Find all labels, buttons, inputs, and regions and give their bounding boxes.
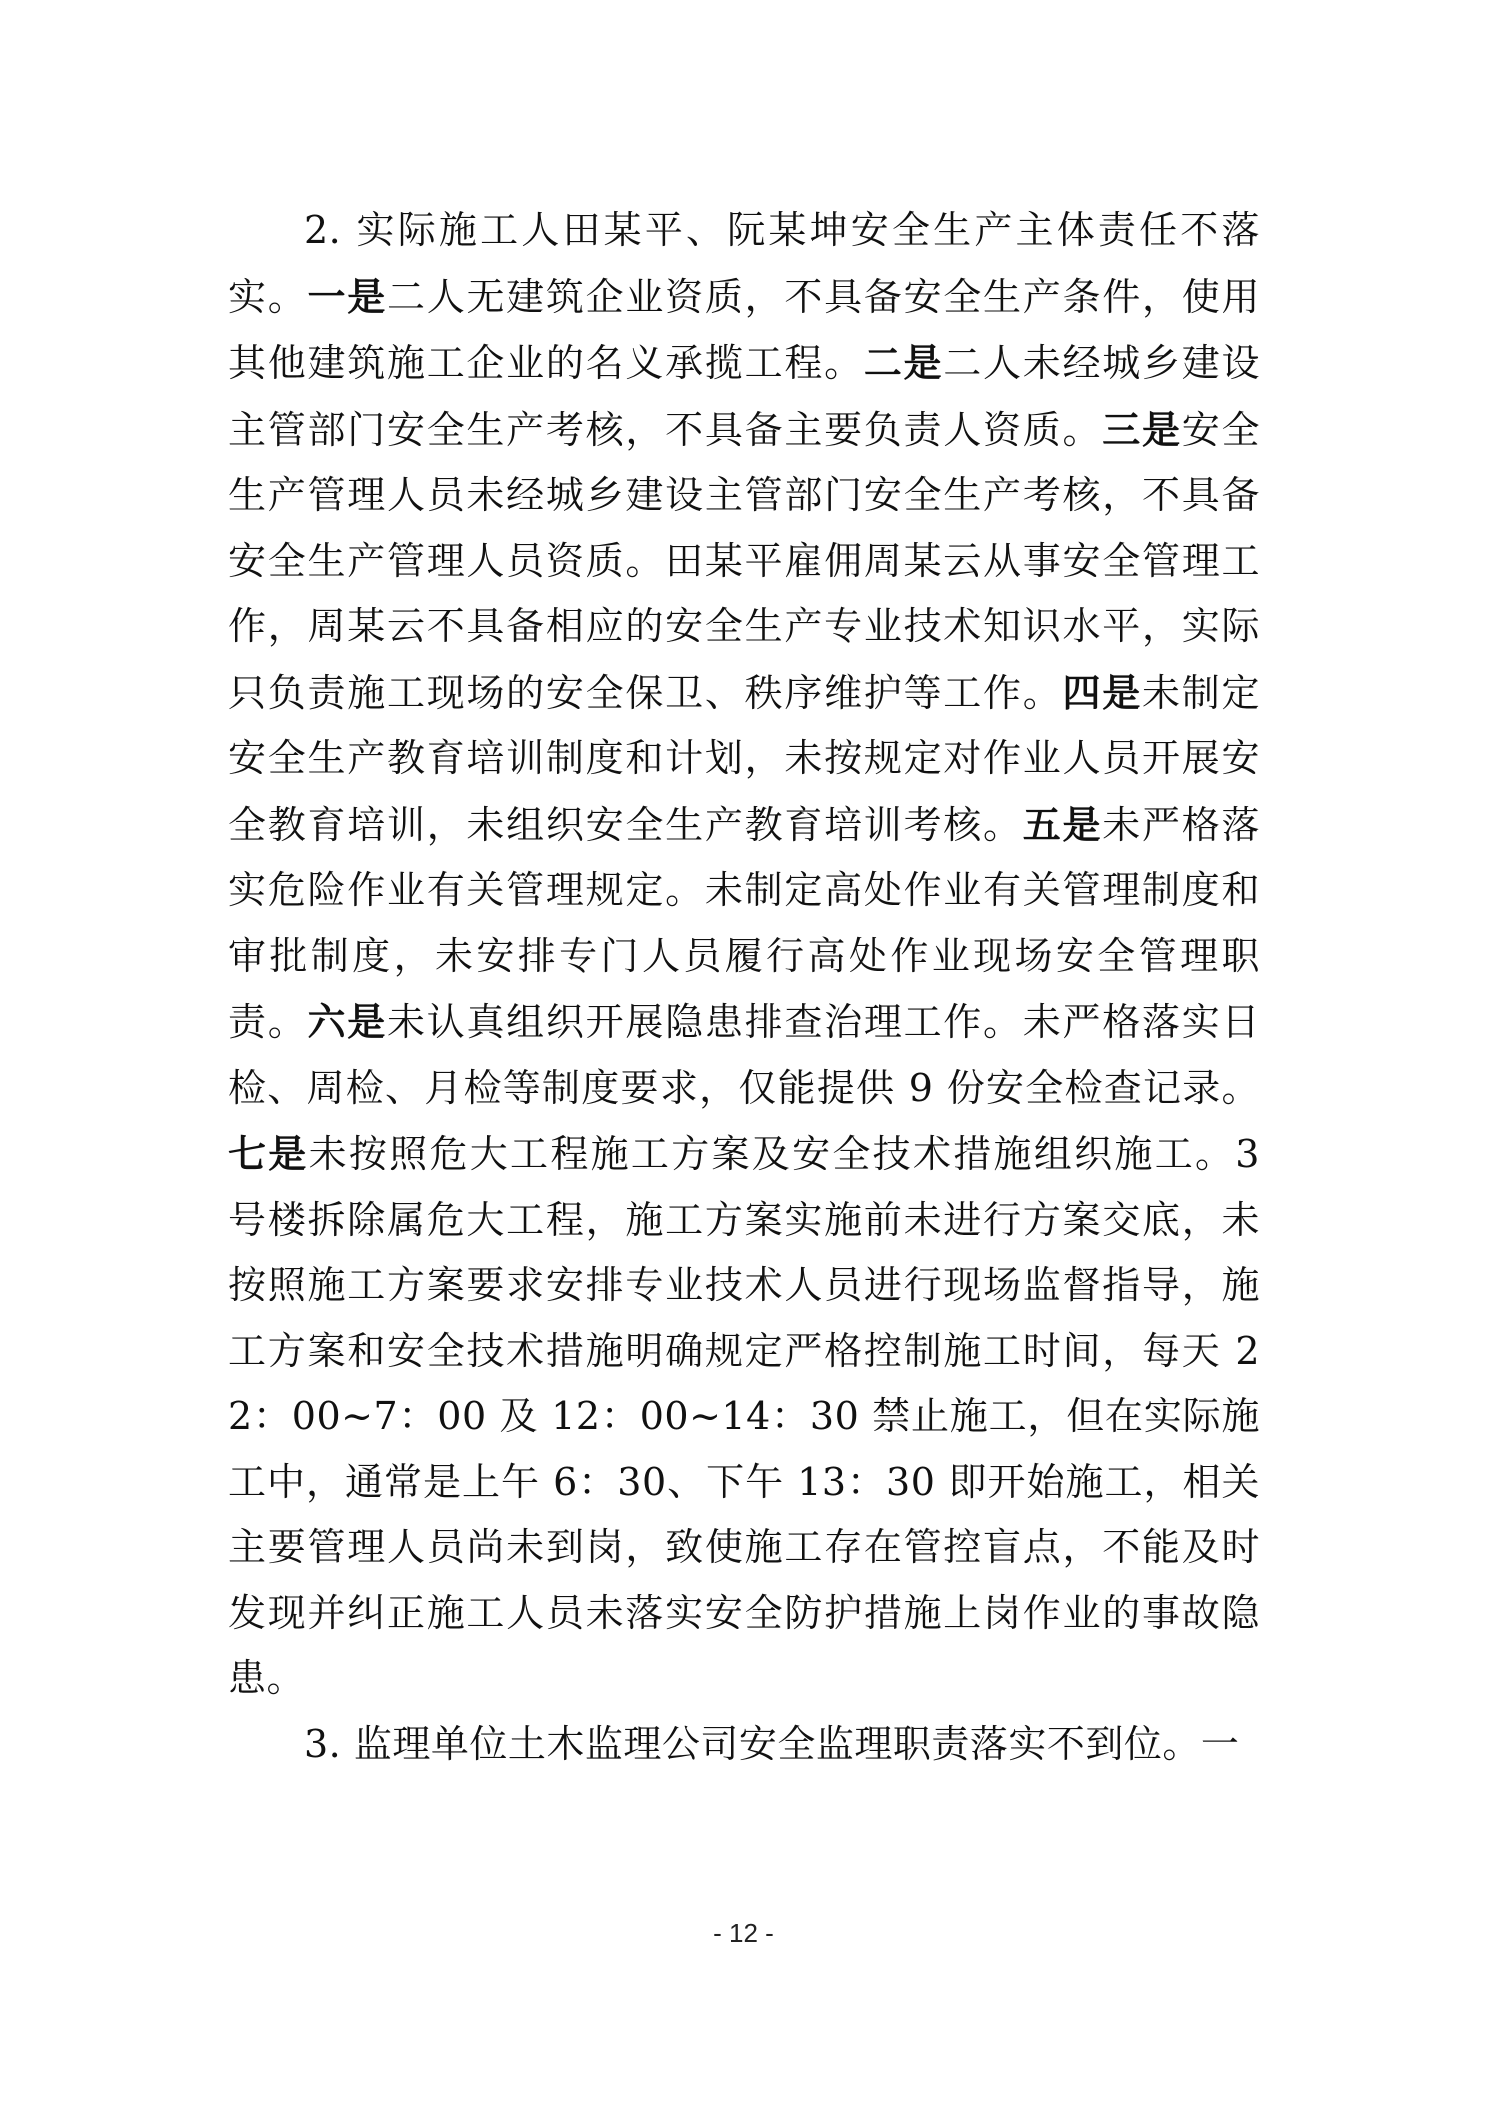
keyword-fifth: 五是	[1022, 801, 1103, 847]
keyword-second: 二是	[863, 340, 944, 385]
keyword-fourth: 四是	[1062, 669, 1142, 715]
text-segment: 2. 实际施工人田某平、阮某坤安全生产主体责任不落实。	[228, 208, 1260, 319]
keyword-seventh: 七是	[228, 1131, 309, 1176]
paragraph-construction-responsibility	[228, 198, 1260, 1712]
page-number: - 12 -	[713, 1918, 774, 1948]
keyword-first: 一是	[307, 273, 387, 319]
text-segment: 未制定安全生产教育培训制度和计划，未按规定对作业人员开展安全教育培训，未组织安全生产教育培训考核。	[228, 670, 1260, 847]
document-body	[228, 198, 1260, 1777]
keyword-third: 三是	[1102, 406, 1182, 452]
text-segment: 二人无建筑企业资质，不具备安全生产条件，使用其他建筑施工企业的名义承揽工程。	[228, 274, 1260, 385]
paragraph-supervision-responsibility: 3. 监理单位土木监理公司安全监理职责落实不到位。一	[304, 1721, 1240, 1766]
text-segment: 安全生产管理人员未经城乡建设主管部门安全生产考核，不具备安全生产管理人员资质。田某平雇佣周某云从事安全管理工作，周某云不具备相应的安全生产专业技术知识水平，实际只负责施工现场的安全保卫、秩序维护等工作。	[228, 407, 1260, 715]
text-segment: 未严格落实危险作业有关管理规定。未制定高处作业有关管理制度和审批制度，未安排专门人员履行高处作业现场安全管理职责。	[228, 802, 1260, 1044]
text-segment: 未按照危大工程施工方案及安全技术措施组织施工。3 号楼拆除属危大工程，施工方案实施前未进行方案交底，未按照施工方案要求安排专业技术人员进行现场监督指导，施工方案和安全技术措施明确规定严格控制施工时间，每天 22：00~7：00 及 12：00~14：30 禁止施工，但在实际施工中，通常是上午 6：30、下午 13：30 即开始施工，相关主要管理人员尚未到岗，致使施工存在管控盲点，不能及时发现并纠正施工人员未落实安全防护措施上岗作业的事故隐患。	[228, 1132, 1260, 1700]
text-segment: 二人未经城乡建设主管部门安全生产考核，不具备主要负责人资质。	[228, 341, 1260, 452]
text-segment: 未认真组织开展隐患排查治理工作。未严格落实日检、周检、月检等制度要求，仅能提供 9 份安全检查记录。	[228, 1000, 1260, 1110]
keyword-sixth: 六是	[307, 999, 387, 1044]
